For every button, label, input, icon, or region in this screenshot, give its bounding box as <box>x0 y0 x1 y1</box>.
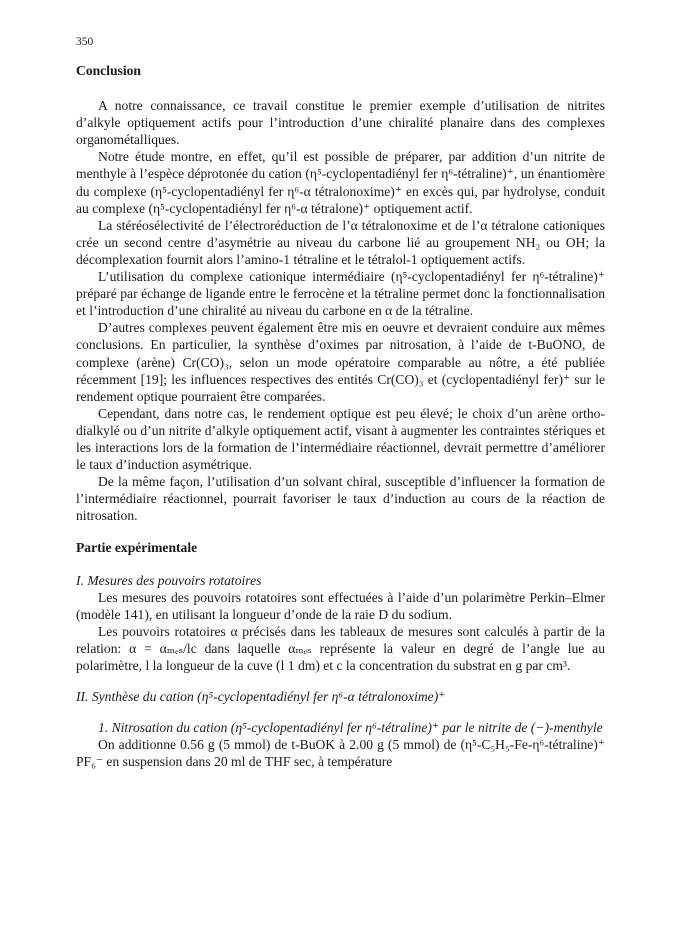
subsection-2-paragraph: On additionne 0.56 g (5 mmol) de t-BuOK à 2.00 g (5 mmol) de (η⁵-C₅H₅-Fe-η⁶-tétraline)⁺ PF₆⁻ en suspension dans 20 ml de THF sec, à température <box>76 737 605 770</box>
subsection-2-title: II. Synthèse du cation (η⁵-cyclopentadiényl fer η⁶-α tétralonoxime)⁺ <box>76 689 446 705</box>
conclusion-paragraph-3: La stéréosélectivité de l’électroréduction de l’α tétralonoxime et de l’α tétralone cationiques crée un second centre d’asymétrie au niveau du carbone lié au groupement NH₂ ou OH; la décomplexation fournit alors l’amino-1 tétraline et le tétralol-1 optiquement actifs. <box>76 217 605 267</box>
page-number: 350 <box>76 36 94 48</box>
conclusion-paragraph-4: L’utilisation du complexe cationique intermédiaire (η⁵-cyclopentadiényl fer η⁶-tétraline)⁺ préparé par échange de ligande entre le ferrocène et la tétraline permet donc la fonctionnalisation et l’introduction d’une chiralité au niveau du carbone en α de la tétraline. <box>76 269 605 319</box>
conclusion-paragraph-1: A notre connaissance, ce travail constitue le premier exemple d’utilisation de nitrites d’alkyle optiquement actifs pour l’introduction d’une chiralité planaire dans des complexes organométalliques. <box>76 98 605 148</box>
subsection-2-item-title: 1. Nitrosation du cation (η⁵-cyclopentadiényl fer η⁶-tétraline)⁺ par le nitrite de (−)-menthyle <box>98 720 603 736</box>
body-text <box>76 62 605 770</box>
conclusion-paragraph-2: Notre étude montre, en effet, qu’il est possible de préparer, par addition d’un nitrite de menthyle à l’espèce déprotonée du cation (η⁵-cyclopentadiényl fer η⁶-tétraline)⁺, un énantiomère du complexe (η⁵-cyclopentadiényl fer η⁶-α tétralonoxime)⁺ en excès qui, par hydrolyse, conduit au complexe (η⁵-cyclopentadiényl fer η⁶-α tétralone)⁺ optiquement actif. <box>76 149 605 216</box>
subsection-1-paragraph-1: Les mesures des pouvoirs rotatoires sont effectuées à l’aide d’un polarimètre Perkin–Elmer (modèle 141), en utilisant la longueur d’onde de la raie D du sodium. <box>76 589 605 622</box>
experimental-heading: Partie expérimentale <box>76 540 198 556</box>
conclusion-heading: Conclusion <box>76 63 141 78</box>
conclusion-paragraph-7: De la même façon, l’utilisation d’un solvant chiral, susceptible d’influencer la formation de l’intermédiaire réactionnel, pourrait favoriser le taux d’induction au cours de la réaction de nitrosation. <box>76 474 605 524</box>
conclusion-paragraph-5: D’autres complexes peuvent également être mis en oeuvre et devraient conduire aux mêmes conclusions. En particulier, la synthèse d’oximes par nitrosation, à l’aide de t-BuONO, de complexe (arène) Cr(CO)₃, selon un mode opératoire comparable au nôtre, a été publiée récemment [19]; les influences respectives des entités Cr(CO)₃ et (cyclopentadiényl fer)⁺ sur le rendement optique pourraient être comparées. <box>76 320 605 404</box>
conclusion-paragraph-6: Cependant, dans notre cas, le rendement optique est peu élevé; le choix d’un arène ortho-dialkylé ou d’un nitrite d’alkyle optiquement actif, visant à augmenter les contraintes stériques et les interactions lors de la formation de l’intermédiaire réactionnel, devrait permettre d’améliorer le taux d’induction asymétrique. <box>76 405 605 473</box>
subsection-1-paragraph-2: Les pouvoirs rotatoires α précisés dans les tableaux de mesures sont calculés à partir de la relation: α = αₘₑₛ/lc dans laquelle αₘₑₛ représente la valeur en degré de l’angle lue au polarimètre, l la longueur de la cuve (l 1 dm) et c la concentration du substrat en g par cm³. <box>76 623 605 673</box>
subsection-1-title: I. Mesures des pouvoirs rotatoires <box>76 572 262 588</box>
